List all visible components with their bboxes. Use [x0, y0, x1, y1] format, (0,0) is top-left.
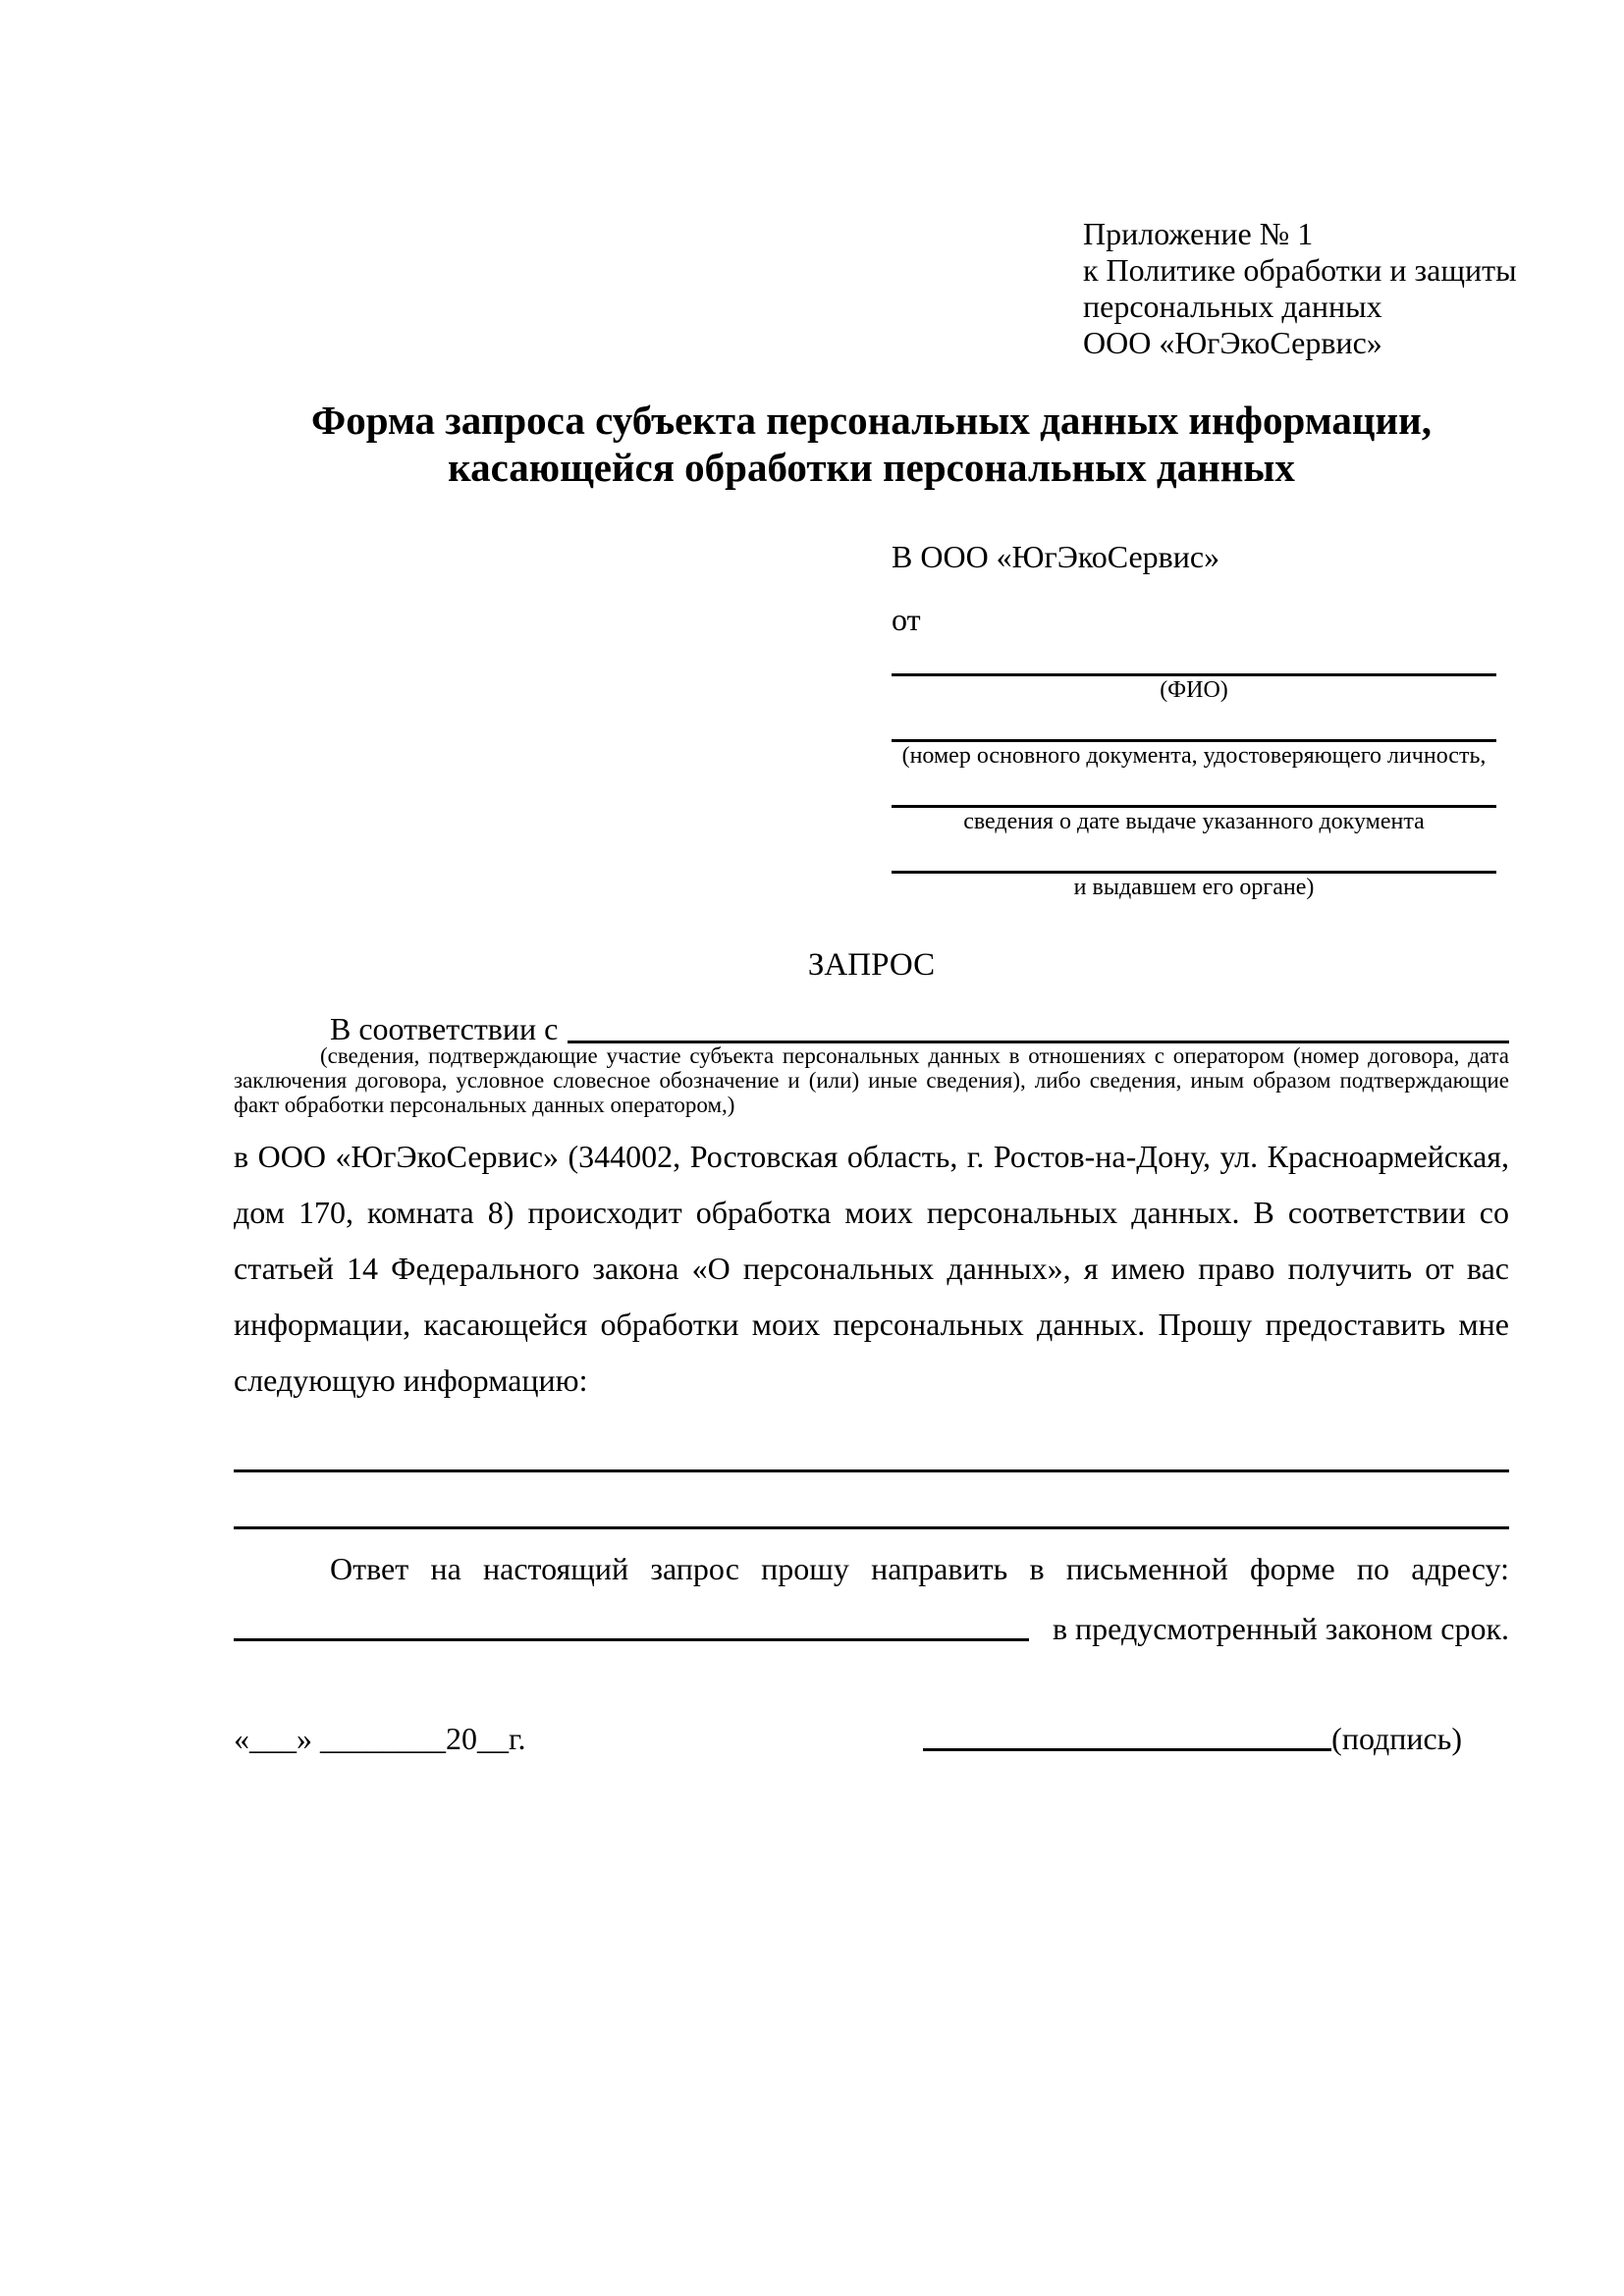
intro-line	[234, 1009, 1509, 1048]
fio-field	[892, 638, 1496, 704]
answer-blank-line-1[interactable]	[234, 1415, 1509, 1472]
appendix-line-4: ООО «ЮгЭкоСервис»	[1083, 325, 1382, 360]
signature-row	[234, 1721, 1509, 1757]
issue-date-blank-line[interactable]	[892, 770, 1496, 808]
addressee-block	[892, 539, 1496, 901]
doc-number-field	[892, 704, 1496, 770]
addressee-from-label: от	[892, 602, 921, 637]
fio-caption: (ФИО)	[1160, 677, 1228, 703]
appendix-line-1: Приложение № 1	[1083, 216, 1314, 251]
indent-spacer	[234, 1009, 330, 1048]
intro-text: В соответствии с	[330, 1011, 559, 1046]
address-blank-line[interactable]	[234, 1638, 1029, 1641]
appendix-line-2: к Политике обработки и защиты	[1083, 252, 1517, 288]
addressee-to: В ООО «ЮгЭкоСервис»	[892, 539, 1220, 574]
title-line-1: Форма запроса субъекта персональных данных информации,	[311, 398, 1432, 443]
issuing-authority-field	[892, 835, 1496, 901]
request-heading: ЗАПРОС	[807, 947, 936, 983]
body-paragraph: в ООО «ЮгЭкоСервис» (344002, Ростовская область, г. Ростов-на-Дону, ул. Красноармейская, дом 170, комната 8) происходит обработка моих персональных данных. В соответствии со статьей 14 Федерального закона «О персональных данных», я имею право получить от вас информации, касающейся обработки моих персональных данных. Прошу предоставить мне следующую информацию:	[234, 1139, 1509, 1398]
title-line-2: касающейся обработки персональных данных	[448, 445, 1295, 490]
address-row	[234, 1611, 1509, 1647]
reply-paragraph: Ответ на настоящий запрос прошу направить в письменной форме по адресу:	[330, 1551, 1509, 1586]
issuing-authority-blank-line[interactable]	[892, 835, 1496, 874]
fio-blank-line[interactable]	[892, 638, 1496, 676]
issue-date-caption: сведения о дате выдаче указанного документа	[963, 809, 1425, 834]
issuing-authority-caption: и выдавшем его органе)	[1073, 875, 1315, 900]
fine-print-note: (сведения, подтверждающие участие субъекта персональных данных в отношениях с оператором (номер договора, дата заключения договора, условное словесное обозначение и (или) иные сведения), либо сведения, иным образом подтверждающие факт обработки персональных данных оператором,)	[234, 1043, 1509, 1117]
issue-date-field	[892, 770, 1496, 835]
doc-number-caption: (номер основного документа, удостоверяющего личность,	[901, 743, 1487, 769]
signature-group	[923, 1721, 1462, 1757]
deadline-text: в предусмотренный законом срок.	[1052, 1611, 1509, 1646]
date-blank-field[interactable]: «___» ________20__г.	[234, 1721, 526, 1756]
document-title	[234, 397, 1509, 491]
signature-caption: (подпись)	[1331, 1721, 1462, 1756]
signature-blank-line[interactable]	[923, 1748, 1331, 1751]
answer-blank-line-2[interactable]	[234, 1472, 1509, 1529]
appendix-header	[1083, 216, 1517, 361]
appendix-line-3: персональных данных	[1083, 289, 1382, 324]
doc-number-blank-line[interactable]	[892, 704, 1496, 742]
